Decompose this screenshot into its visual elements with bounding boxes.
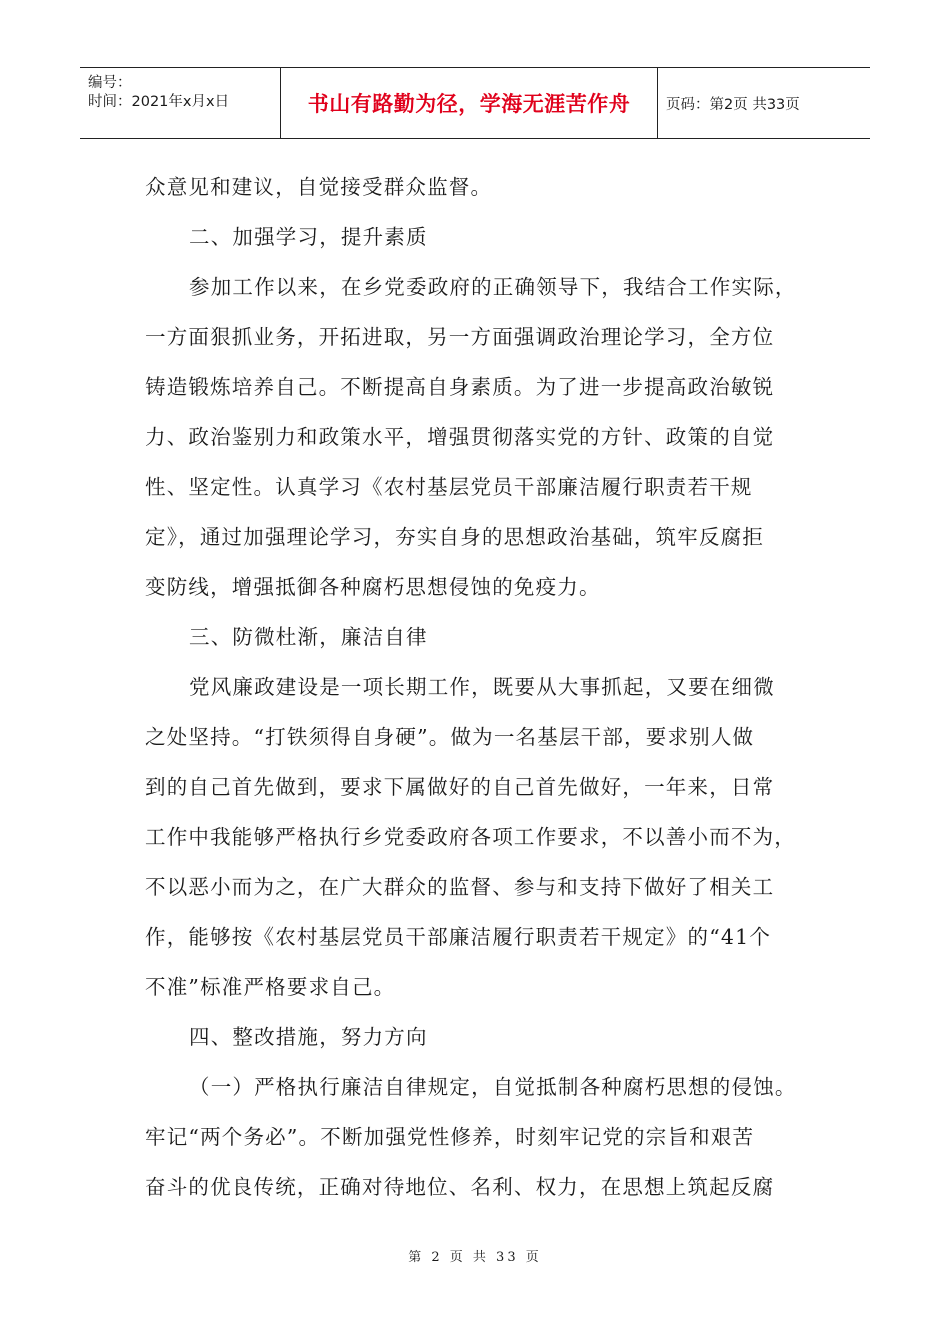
body-line: 作，能够按《农村基层党员干部廉洁履行职责若干规定》的“41个 bbox=[145, 925, 772, 949]
body-line: 工作中我能够严格执行乡党委政府各项工作要求，不以善小而不为， bbox=[145, 825, 796, 849]
body-line: 四、整改措施，努力方向 bbox=[189, 1025, 428, 1049]
body-line: 不准”标准严格要求自己。 bbox=[145, 975, 396, 999]
header-meta bbox=[80, 68, 280, 138]
body-line: 一方面狠抓业务，开拓进取，另一方面强调政治理论学习，全方位 bbox=[145, 325, 775, 349]
body-line: 奋斗的优良传统，正确对待地位、名利、权力，在思想上筑起反腐 bbox=[145, 1175, 775, 1199]
header-page-info: 页码：第2页 共33页 bbox=[666, 96, 800, 113]
body-line: 之处坚持。“打铁须得自身硬”。做为一名基层干部，要求别人做 bbox=[145, 725, 755, 749]
body-line: 不以恶小而为之，在广大群众的监督、参与和支持下做好了相关工 bbox=[145, 875, 775, 899]
body-line: 二、加强学习，提升素质 bbox=[189, 225, 428, 249]
body-line: 牢记“两个务必”。不断加强党性修养，时刻牢记党的宗旨和艰苦 bbox=[145, 1125, 755, 1149]
body-line: 力、政治鉴别力和政策水平，增强贯彻落实党的方针、政策的自觉 bbox=[145, 425, 775, 449]
body-line: 铸造锻炼培养自己。不断提高自身素质。为了进一步提高政治敏锐 bbox=[145, 375, 775, 399]
number-label: 编号： bbox=[88, 75, 132, 91]
page-footer: 第 2 页 共 33 页 bbox=[408, 1250, 542, 1265]
body-line: 参加工作以来，在乡党委政府的正确领导下，我结合工作实际， bbox=[189, 275, 797, 299]
body-line: 党风廉政建设是一项长期工作，既要从大事抓起，又要在细微 bbox=[189, 675, 775, 699]
time-label: 时间：2021年x月x日 bbox=[88, 94, 230, 110]
document-body bbox=[145, 162, 810, 1212]
body-line: 到的自己首先做到，要求下属做好的自己首先做好，一年来，日常 bbox=[145, 775, 775, 799]
body-line: 三、防微杜渐，廉洁自律 bbox=[189, 625, 428, 649]
body-line: （一）严格执行廉洁自律规定，自觉抵制各种腐朽思想的侵蚀。 bbox=[189, 1075, 797, 1099]
page-header bbox=[80, 67, 870, 139]
body-line: 定》，通过加强理论学习，夯实自身的思想政治基础，筑牢反腐拒 bbox=[145, 525, 765, 549]
body-line: 众意见和建议，自觉接受群众监督。 bbox=[145, 175, 493, 199]
body-line: 性、坚定性。认真学习《农村基层党员干部廉洁履行职责若干规 bbox=[145, 475, 753, 499]
body-line: 变防线，增强抵御各种腐朽思想侵蚀的免疫力。 bbox=[145, 575, 601, 599]
header-motto: 书山有路勤为径，学海无涯苦作舟 bbox=[280, 68, 658, 138]
